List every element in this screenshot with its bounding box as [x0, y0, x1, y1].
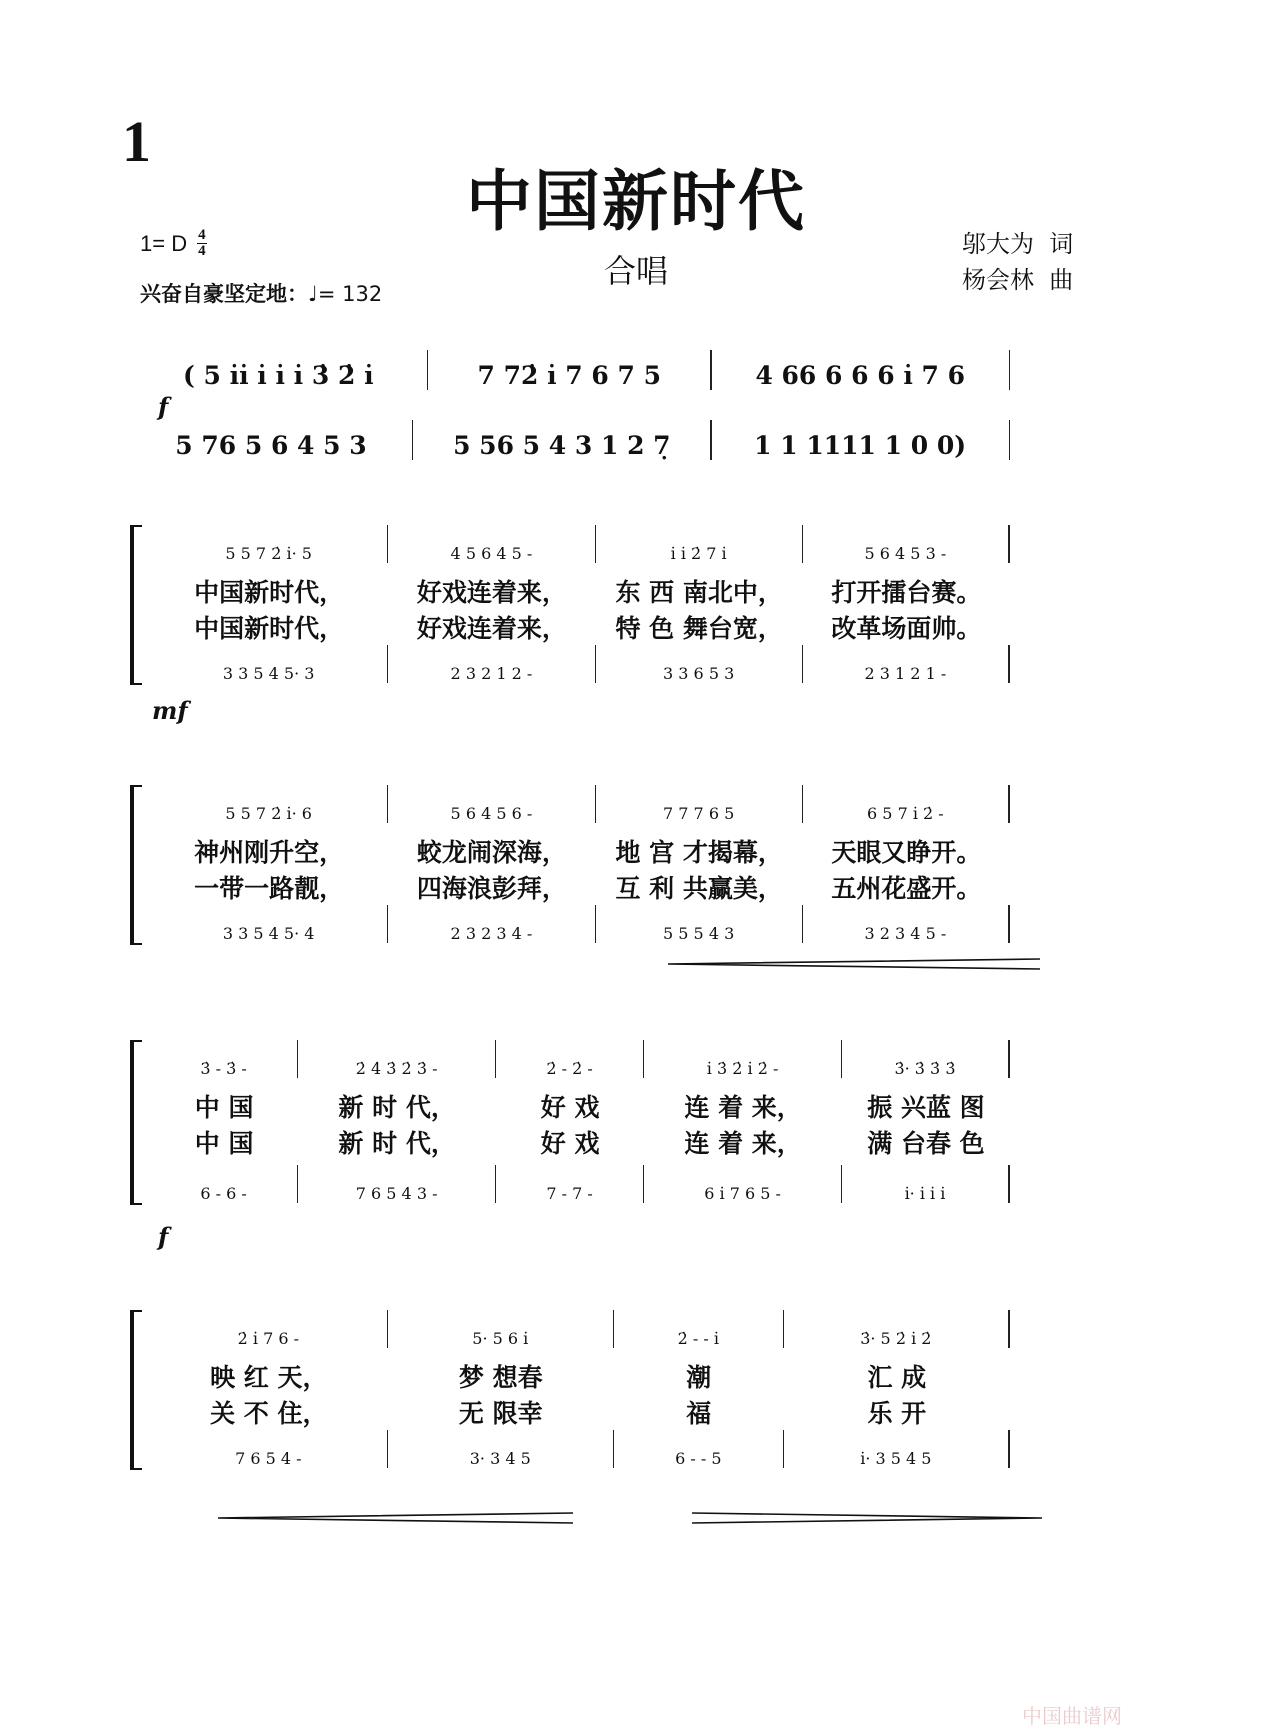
dynamic-mezzo-forte: mf: [152, 696, 188, 725]
tempo-value: ♩= 132: [308, 282, 383, 306]
soprano-line: [150, 1040, 1010, 1078]
dynamic-forte: f: [158, 392, 169, 421]
system-bracket: [130, 785, 142, 945]
alto-line: [150, 905, 1010, 943]
soprano-line: [150, 785, 1010, 823]
verse-2-lyrics: [150, 869, 1010, 905]
lyric: 中国新时代，: [194, 614, 345, 643]
lyric: 蛟龙闹深海，: [416, 838, 567, 867]
lyric: 东 西 南北中，: [615, 578, 783, 607]
lyric: 无 限幸: [458, 1399, 543, 1428]
lyric: 打开擂台赛。: [831, 578, 982, 607]
time-sig-top: 4: [198, 227, 206, 243]
measure: i̇· 3 5 4 5: [784, 1430, 1010, 1468]
system-bracket: [130, 1040, 142, 1205]
lyric: 振 兴蓝 图: [867, 1093, 985, 1122]
crescendo-hairpin: [668, 958, 1040, 970]
soprano-line: [150, 525, 1010, 563]
system-2: [130, 785, 1010, 945]
lyric: 中国新时代，: [194, 578, 345, 607]
verse-2-lyrics: [150, 1394, 1010, 1430]
measure: 2̇ - 2̇ -: [496, 1040, 644, 1078]
lyric: 好 戏: [540, 1129, 600, 1158]
measure: 3̇· 3̇ 3̇ 3̇: [842, 1040, 1010, 1078]
lyric: 好戏连着来，: [416, 578, 567, 607]
measure: 3̇· 5 2̇ i̇ 2̇: [784, 1310, 1010, 1348]
lyric: 神州刚升空，: [194, 838, 345, 867]
lyric: 连 着 来，: [684, 1093, 802, 1122]
intro-measure-1: ( 5 i̇i̇ i̇ i̇ i̇ 3̇ 2̇ i̇: [182, 361, 374, 390]
lyric: 乐 开: [867, 1399, 927, 1428]
barline: [1009, 420, 1011, 460]
lyric: 天眼又睁开。: [831, 838, 982, 867]
lyric: 特 色 舞台宽，: [615, 614, 783, 643]
measure: 5 5 5 4 3: [596, 905, 803, 943]
measure: 5· 5 6 i̇: [388, 1310, 614, 1348]
lyric: 中 国: [194, 1093, 254, 1122]
verse-1-lyrics: [150, 1358, 1010, 1394]
measure: i̇ i̇ 2̇ 7 i̇: [596, 525, 803, 563]
measure: 5 5 7 2̇ i̇· 6: [150, 785, 388, 823]
lyric: 关 不 住，: [210, 1399, 328, 1428]
verse-2-lyrics: [150, 609, 1010, 645]
decrescendo-hairpin: [692, 1512, 1042, 1524]
lyric: 好 戏: [540, 1093, 600, 1122]
alto-line: [150, 645, 1010, 683]
measure: 6 i̇ 7 6 5 -: [644, 1165, 842, 1203]
measure: 2̇ i̇ 7 6 -: [150, 1310, 388, 1348]
measure: 6 5 7 i̇ 2̇ -: [803, 785, 1010, 823]
system-1: [130, 525, 1010, 685]
measure: 2̇ 4̇ 3̇ 2̇ 3̇ -: [298, 1040, 496, 1078]
measure: 3 2 3 4 5 -: [803, 905, 1010, 943]
verse-1-lyrics: [150, 573, 1010, 609]
credits: [962, 226, 1073, 298]
measure: 7 - 7 -: [496, 1165, 644, 1203]
barline: [1009, 350, 1011, 390]
crescendo-hairpin: [218, 1512, 573, 1524]
lyric: 好戏连着来，: [416, 614, 567, 643]
measure: 3̇ - 3̇ -: [150, 1040, 298, 1078]
measure: 3 3 5 4 5· 4: [150, 905, 388, 943]
alto-line: [150, 1165, 1010, 1203]
lyric: 改革场面帅。: [831, 614, 982, 643]
page-number: 1: [122, 109, 151, 174]
lyric: 互 利 共赢美，: [615, 874, 783, 903]
lyric: 地 宫 才揭幕，: [615, 838, 783, 867]
lyric: 映 红 天，: [210, 1363, 328, 1392]
measure: 2 3 1 2 1 -: [803, 645, 1010, 683]
tempo-text: 兴奋自豪坚定地：: [140, 282, 308, 306]
lyric: 连 着 来，: [684, 1129, 802, 1158]
intro-measure-6: 1 1 1111 1 0 0): [754, 431, 967, 460]
lyric: 新 时 代，: [338, 1129, 456, 1158]
soprano-line: [150, 1310, 1010, 1348]
measure: 6 - 6 -: [150, 1165, 298, 1203]
measure: i̇· i̇ i̇ i̇: [842, 1165, 1010, 1203]
intro-line-1: [130, 350, 1010, 390]
measure: 3· 3 4 5: [388, 1430, 614, 1468]
dynamic-forte: f: [158, 1222, 169, 1251]
verse-2-lyrics: [150, 1124, 1010, 1160]
measure: 4 5 6 4 5 -: [388, 525, 595, 563]
lyric: 一带一路靓，: [194, 874, 345, 903]
measure: 6 - - 5: [614, 1430, 784, 1468]
measure: 3 3 6 5 3: [596, 645, 803, 683]
lyric: 新 时 代，: [338, 1093, 456, 1122]
measure: 7 6 5 4 3 -: [298, 1165, 496, 1203]
lyric: 潮: [686, 1363, 712, 1392]
watermark: 中国曲谱网: [1022, 1704, 1122, 1728]
composer: 杨会林 曲: [962, 266, 1074, 294]
lyric: 汇 成: [867, 1363, 927, 1392]
tempo-marking: [140, 278, 382, 308]
lyric: 中 国: [194, 1129, 254, 1158]
measure: 3 3 5 4 5· 3: [150, 645, 388, 683]
intro-line-2: [130, 420, 1010, 460]
intro-measure-2: 7 72̇ i̇ 7 6 7 5: [477, 361, 661, 390]
lyricist: 邬大为 词: [962, 230, 1074, 258]
time-signature: [197, 228, 207, 259]
system-4: [130, 1310, 1010, 1470]
lyric: 四海浪彭拜，: [416, 874, 567, 903]
measure: 5 6 4 5 3 -: [803, 525, 1010, 563]
key-label: 1= D: [140, 230, 188, 256]
system-bracket: [130, 525, 142, 685]
verse-1-lyrics: [150, 1088, 1010, 1124]
lyric: 五州花盛开。: [831, 874, 982, 903]
lyric: 福: [686, 1399, 712, 1428]
measure: 2̇ - - i̇: [614, 1310, 784, 1348]
measure: 5 5 7 2̇ i̇· 5: [150, 525, 388, 563]
system-3: [130, 1040, 1010, 1205]
measure: 2 3 2 1 2 -: [388, 645, 595, 683]
measure: 2 3 2 3 4 -: [388, 905, 595, 943]
measure: 7 6 5 4 -: [150, 1430, 388, 1468]
lyric: 梦 想春: [458, 1363, 543, 1392]
intro-measure-5: 5 56 5 4 3 1 2 7̣: [453, 431, 671, 460]
measure: 7 7 7 6 5: [596, 785, 803, 823]
time-sig-bottom: 4: [198, 243, 206, 259]
system-bracket: [130, 1310, 142, 1470]
song-title: 中国新时代: [466, 163, 806, 240]
verse-1-lyrics: [150, 833, 1010, 869]
lyric: 满 台春 色: [867, 1129, 985, 1158]
intro-measure-4: 5 76 5 6 4 5 3: [175, 431, 367, 460]
intro-measure-3: 4 66 6 6 6 i̇ 7 6: [755, 361, 966, 390]
measure: 5 6 4 5 6 -: [388, 785, 595, 823]
alto-line: [150, 1430, 1010, 1468]
song-subtitle: 合唱: [603, 252, 668, 290]
key-signature: [140, 228, 207, 259]
measure: i̇ 3̇ 2̇ i̇ 2̇ -: [644, 1040, 842, 1078]
